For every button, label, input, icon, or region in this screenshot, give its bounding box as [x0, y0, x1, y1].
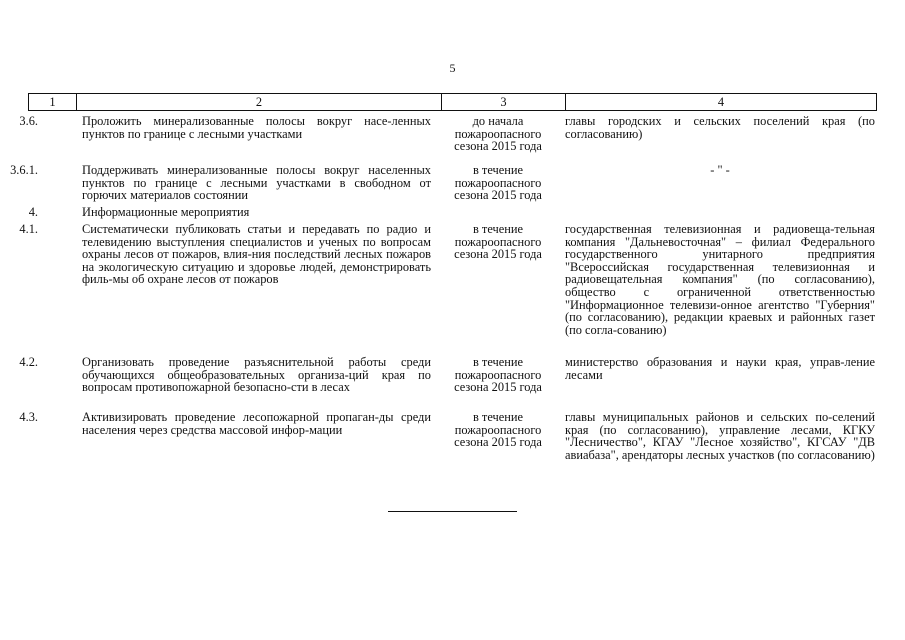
row-responsible: главы муниципальных районов и сельских по-селений края (по согласованию), управление лесами, КГКУ "Лесничество", КГАУ "Лесное хозяйство", КГСАУ "ДВ авиабаза", арендаторы лесных участков (по согласованию) [565, 410, 875, 462]
row-number: 3.6.1. [10, 163, 38, 177]
row-action: Активизировать проведение лесопожарной пропаган-ды среди населения через средства массовой инфор-мации [82, 410, 431, 437]
header-col-1: 1 [29, 94, 77, 110]
row-term: в течение пожароопасного сезона 2015 года [454, 355, 542, 395]
row-responsible: главы городских и сельских поселений края (по согласованию) [565, 114, 875, 141]
row-term: в течение пожароопасного сезона 2015 года [454, 410, 542, 450]
row-number: 4.1. [19, 222, 38, 236]
header-col-4: 4 [717, 95, 725, 109]
row-action: Систематически публиковать статьи и передавать по радио и телевидению выступления специалистов и ученых по вопросам охраны лесов от пожаров, влия-ния последствий лесных пожаров на экологическую ситуацию и здоровье людей, демонстрировать филь-мы об охране лесов от пожаров [82, 222, 431, 287]
row-term: в течение пожароопасного сезона 2015 года [454, 163, 542, 203]
header-col-2: 2 [77, 94, 442, 110]
row-term: в течение пожароопасного сезона 2015 года [454, 222, 542, 262]
row-responsible: - " - [710, 163, 730, 177]
row-responsible: министерство образования и науки края, управ-ление лесами [565, 355, 875, 382]
header-col-3: 3 [442, 94, 566, 110]
row-action: Проложить минерализованные полосы вокруг насе-ленных пунктов по границе с лесными участками [82, 114, 431, 141]
row-number: 4. [28, 205, 38, 219]
row-action: Организовать проведение разъяснительной работы среди обучающихся общеобразовательных организа-ций края по вопросам противопожарной безопасно-сти в лесах [82, 355, 431, 395]
row-number: 3.6. [19, 114, 38, 128]
table-header [28, 93, 877, 111]
footer-rule [388, 511, 517, 512]
page-number: 5 [449, 61, 456, 75]
row-number: 4.2. [19, 355, 38, 369]
row-action: Информационные мероприятия [82, 205, 250, 219]
row-number: 4.3. [19, 410, 38, 424]
row-term: до начала пожароопасного сезона 2015 года [454, 114, 542, 154]
row-action: Поддерживать минерализованные полосы вокруг населенных пунктов по границе с лесными участками в свободном от горючих материалов состоянии [82, 163, 431, 203]
row-responsible: государственная телевизионная и радиовеща-тельная компания "Дальневосточная" – филиал Федерального государственного унитарного предприятия "Всероссийская государственная телевизионная и радиовещательная компания" (по согласованию), общество с ограниченной ответственностью "Информационное телевизи-онное агентство "Губерния" (по согласованию), редакции краевых и районных газет (по согла-сованию) [565, 222, 875, 337]
